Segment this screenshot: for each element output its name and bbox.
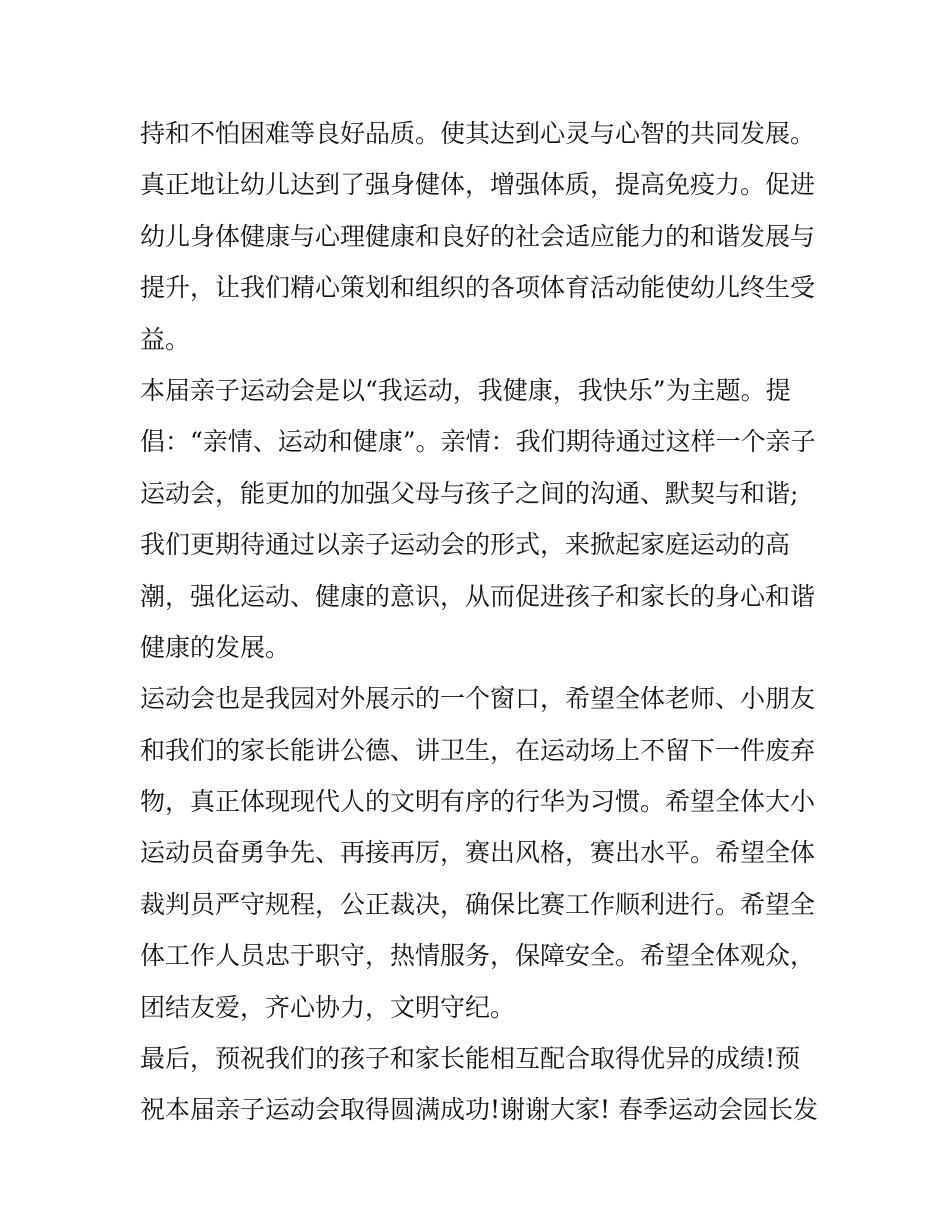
text-line: 团结友爱，齐心协力，文明守纪。 xyxy=(140,992,516,1022)
text-line: 运动会，能更加的加强父母与孩子之间的沟通、默契与和谐; xyxy=(140,478,799,508)
text-line: 提升，让我们精心策划和组织的各项体育活动能使幼儿终生受 xyxy=(140,273,816,303)
text-line: 体工作人员忠于职守，热情服务，保障安全。希望全体观众， xyxy=(140,941,816,971)
text-line: 潮，强化运动、健康的意识，从而促进孩子和家长的身心和谐 xyxy=(140,581,816,611)
text-line: 运动员奋勇争先、再接再厉，赛出风格，赛出水平。希望全体 xyxy=(140,838,816,868)
text-line: 真正地让幼儿达到了强身健体，增强体质，提高免疫力。促进 xyxy=(140,170,816,200)
text-line: 裁判员严守规程，公正裁决，确保比赛工作顺利进行。希望全 xyxy=(140,889,816,919)
text-line: 持和不怕困难等良好品质。使其达到心灵与心智的共同发展。 xyxy=(140,119,816,148)
text-line: 健康的发展。 xyxy=(140,632,291,662)
text-line: 祝本届亲子运动会取得圆满成功!谢谢大家! 春季运动会园长发 xyxy=(140,1095,819,1125)
text-line: 运动会也是我园对外展示的一个窗口，希望全体老师、小朋友 xyxy=(140,684,816,714)
text-line: 本届亲子运动会是以“我运动，我健康，我快乐”为主题。提 xyxy=(140,375,791,405)
text-line: 物，真正体现现代人的文明有序的行华为习惯。希望全体大小 xyxy=(140,787,816,817)
text-line: 幼儿身体健康与心理健康和良好的社会适应能力的和谐发展与 xyxy=(140,221,816,251)
text-line: 最后，预祝我们的孩子和家长能相互配合取得优异的成绩!预 xyxy=(140,1044,801,1074)
text-line: 和我们的家长能讲公德、讲卫生，在运动场上不留下一件废弃 xyxy=(140,735,816,765)
text-line: 倡：“亲情、运动和健康”。亲情：我们期待通过这样一个亲子 xyxy=(140,427,816,457)
document-body xyxy=(140,108,820,1136)
text-line: 我们更期待通过以亲子运动会的形式，来掀起家庭运动的高 xyxy=(140,530,791,560)
text-line: 益。 xyxy=(140,324,191,354)
